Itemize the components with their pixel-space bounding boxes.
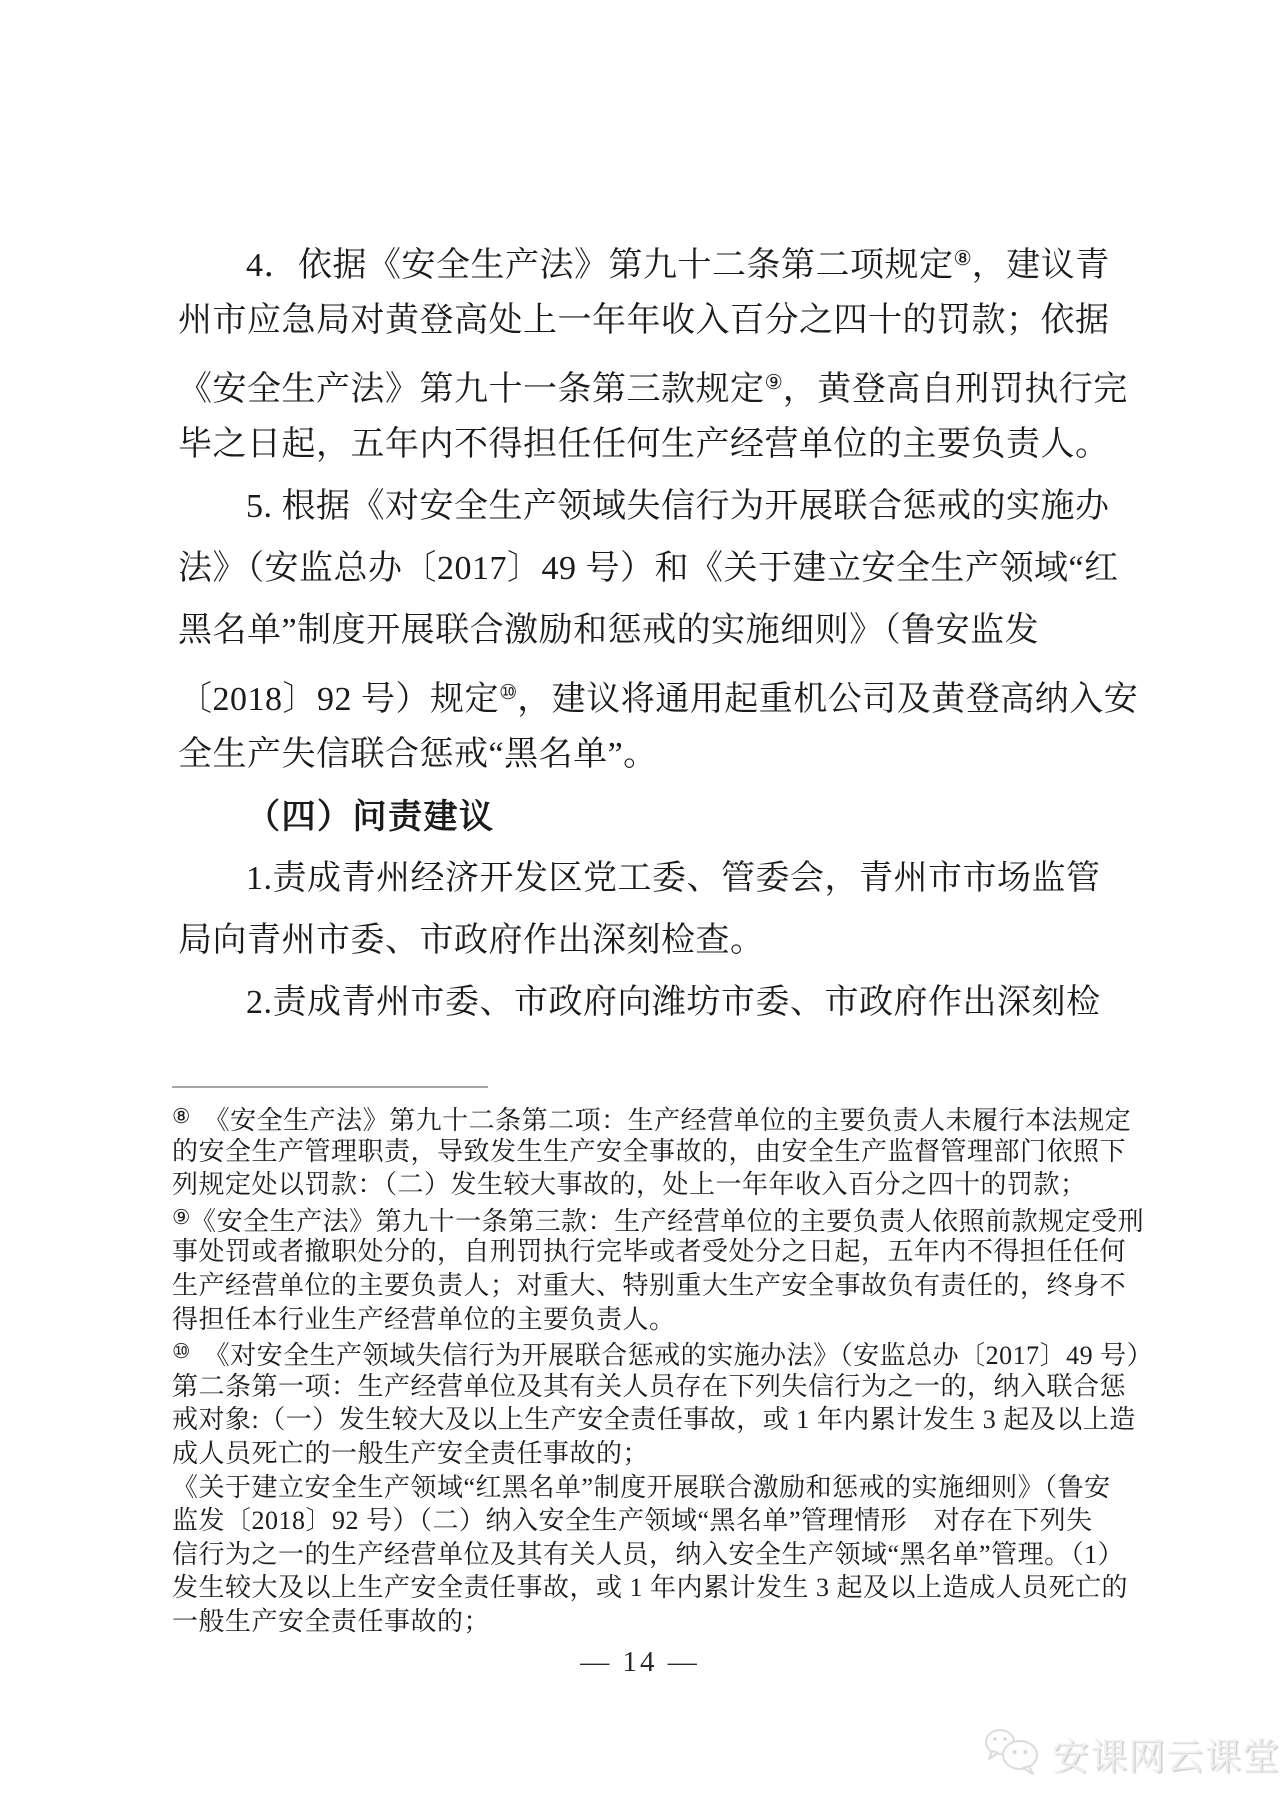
text-line: 局向青州市委、市政府作出深刻检查。 xyxy=(178,922,765,959)
text-line: 〔2018〕92 号）规定⑩，建议将通用起重机公司及黄登高纳入安 xyxy=(178,681,1139,719)
document-body xyxy=(178,228,1139,1034)
footnote-number-marker: ⑨ xyxy=(172,1206,191,1229)
text-line: 全生产失信联合惩戒“黑名单”。 xyxy=(178,736,658,773)
text-line: 监发〔2018〕92 号）（二）纳入安全生产领域“黑名单”管理情形 对存在下列失 xyxy=(172,1506,1093,1536)
text-line: 一般生产安全责任事故的； xyxy=(172,1606,491,1636)
section-heading: （四）问责建议 xyxy=(246,798,495,836)
text-line: 5. 根据《对安全生产领域失信行为开展联合惩戒的实施办 xyxy=(246,488,1110,525)
text-line: ⑨《安全生产法》第九十一条第三款：生产经营单位的主要负责人依照前款规定受刑 xyxy=(172,1206,1145,1236)
text-line: 法》（安监总办〔2017〕49 号）和《关于建立安全生产领域“红 xyxy=(178,550,1119,587)
text-line: 成人员死亡的一般生产安全责任事故的； xyxy=(172,1438,650,1468)
text-line: 4．依据《安全生产法》第九十二条第二项规定⑧，建议青 xyxy=(246,247,1110,285)
footnote-ref-superscript: ⑩ xyxy=(499,682,518,704)
text-line: 事处罚或者撤职处分的，自刑罚执行完毕或者受处分之日起，五年内不得担任任何 xyxy=(172,1237,1127,1267)
text-line: 《安全生产法》第九十一条第三款规定⑨，黄登高自刑罚执行完 xyxy=(178,371,1128,409)
text-line: 1.责成青州经济开发区党工委、管委会，青州市市场监管 xyxy=(246,860,1101,897)
text-line: 毕之日起，五年内不得担任任何生产经营单位的主要负责人。 xyxy=(178,426,1110,463)
footnote-ref-superscript: ⑧ xyxy=(953,248,972,270)
text-line: 戒对象:（一）发生较大及以上生产安全责任事故，或 1 年内累计发生 3 起及以上造 xyxy=(172,1405,1136,1435)
wechat-chat-bubbles-icon xyxy=(982,1727,1044,1779)
text-line: 黑名单”制度开展联合激励和惩戒的实施细则》（鲁安监发 xyxy=(178,612,1040,649)
watermark xyxy=(982,1726,1280,1780)
text-line: 2.责成青州市委、市政府向潍坊市委、市政府作出深刻检 xyxy=(246,984,1101,1021)
text-line: 第二条第一项：生产经营单位及其有关人员存在下列失信行为之一的，纳入联合惩 xyxy=(172,1371,1127,1401)
footnote-number-marker: ⑧ xyxy=(172,1106,191,1128)
footnote-separator xyxy=(172,1086,488,1088)
text-line: 列规定处以罚款：（二）发生较大事故的，处上一年年收入百分之四十的罚款； xyxy=(172,1170,1087,1200)
footnote-ref-superscript: ⑨ xyxy=(764,372,783,394)
text-line: 发生较大及以上生产安全责任事故，或 1 年内累计发生 3 起及以上造成人员死亡的 xyxy=(172,1573,1129,1603)
text-line: ⑧ 《安全生产法》第九十二条第二项：生产经营单位的主要负责人未履行本法规定 xyxy=(172,1106,1132,1136)
text-line: 《关于建立安全生产领域“红黑名单”制度开展联合激励和惩戒的实施细则》（鲁安 xyxy=(172,1472,1111,1502)
text-line: 的安全生产管理职责，导致发生生产安全事故的，由安全生产监督管理部门依照下 xyxy=(172,1136,1127,1166)
footnote-number-marker: ⑩ xyxy=(172,1341,191,1364)
text-line: 得担任本行业生产经营单位的主要负责人。 xyxy=(172,1304,676,1334)
footnote-section xyxy=(172,1101,1154,1639)
text-line: 信行为之一的生产经营单位及其有关人员，纳入安全生产领域“黑名单”管理。（1） xyxy=(172,1539,1125,1569)
text-line: 州市应急局对黄登高处上一年年收入百分之四十的罚款；依据 xyxy=(178,302,1110,339)
text-line: 生产经营单位的主要负责人；对重大、特别重大生产安全事故负有责任的，终身不 xyxy=(172,1270,1127,1300)
page-number: — 14 — xyxy=(580,1646,700,1678)
watermark-label: 安课网云课堂 xyxy=(1052,1736,1280,1777)
text-line: ⑩ 《对安全生产领域失信行为开展联合惩戒的实施办法》（安监总办〔2017〕49 号） xyxy=(172,1341,1154,1371)
